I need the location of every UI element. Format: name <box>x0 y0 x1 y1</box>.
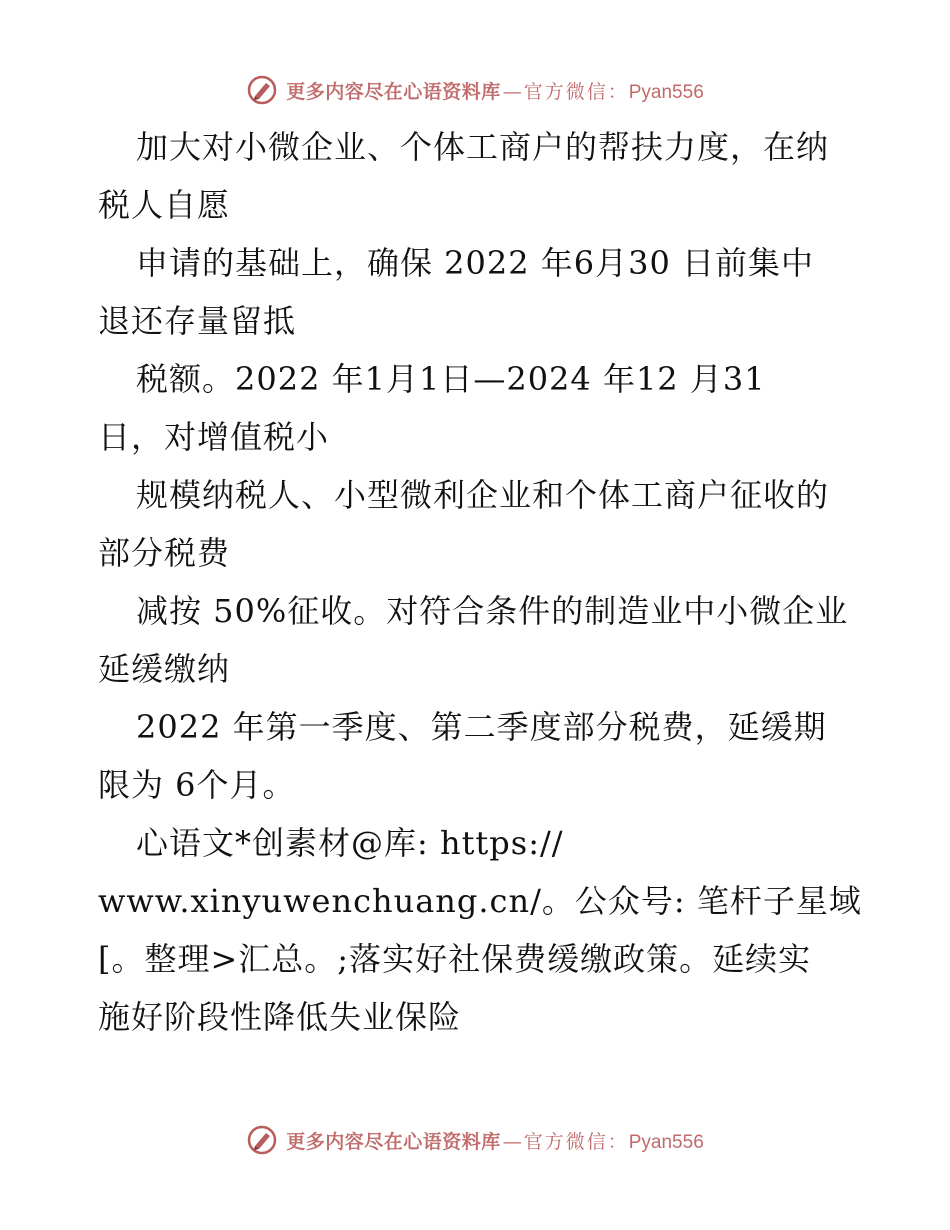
header-site-text: 更多内容尽在心语资料库 <box>286 80 501 103</box>
footer-wechat-id: Pyan556 <box>628 1131 704 1153</box>
body-line: 部分税费 <box>98 534 231 572</box>
body-line: 税人自愿 <box>98 186 231 224</box>
body-line: 延缓缴纳 <box>98 650 231 688</box>
footer-wechat-label: 官方微信： <box>523 1130 629 1153</box>
body-line: 心语文*创素材@库: https:// <box>136 824 564 862</box>
paragraph-2 <box>98 234 858 350</box>
body-line: 加大对小微企业、个体工商户的帮扶力度，在纳 <box>136 128 830 166</box>
document-body <box>98 118 862 1046</box>
header-banner-text <box>286 77 704 104</box>
paragraph-7 <box>98 814 862 1046</box>
body-line: 施好阶段性降低失业保险 <box>98 998 462 1036</box>
body-line: www.xinyuwenchuang.cn/。公众号: 笔杆子星域 <box>98 882 862 920</box>
body-line: 限为 6个月。 <box>98 766 296 804</box>
body-line: 减按 50%征收。对符合条件的制造业中小微企业 <box>136 592 849 630</box>
pen-logo-icon <box>246 74 278 106</box>
paragraph-4 <box>98 466 858 582</box>
pen-logo-icon <box>246 1124 278 1156</box>
body-line: 退还存量留抵 <box>98 302 297 340</box>
paragraph-1 <box>98 118 858 234</box>
paragraph-6 <box>98 698 858 814</box>
body-line: 2022 年第一季度、第二季度部分税费，延缓期 <box>136 708 827 746</box>
header-banner <box>0 70 950 110</box>
body-line: 税额。2022 年1月1日—2024 年12 月31 <box>136 360 766 398</box>
header-wechat-id: Pyan556 <box>628 81 704 103</box>
header-wechat-label: 官方微信： <box>523 80 629 103</box>
body-line: 申请的基础上，确保 2022 年6月30 日前集中 <box>136 244 815 282</box>
body-line: [。整理>汇总。;落实好社保费缓缴政策。延续实 <box>98 940 812 978</box>
paragraph-3 <box>98 350 858 466</box>
footer-banner-text <box>286 1127 704 1154</box>
body-line: 规模纳税人、小型微利企业和个体工商户征收的 <box>136 476 830 514</box>
paragraph-5 <box>98 582 858 698</box>
footer-site-text: 更多内容尽在心语资料库 <box>286 1130 501 1153</box>
footer-banner <box>0 1120 950 1160</box>
body-line: 日，对增值税小 <box>98 418 330 456</box>
header-dash: — <box>502 80 522 103</box>
footer-dash: — <box>502 1130 522 1153</box>
